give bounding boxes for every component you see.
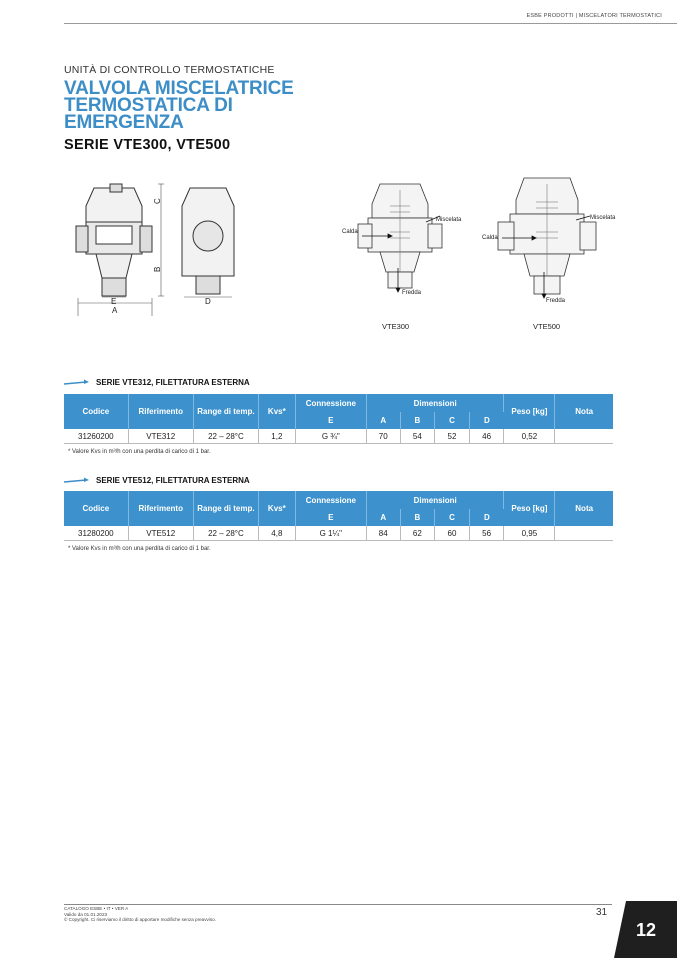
cell-d: 46 [469,429,504,444]
cell-b: 54 [400,429,435,444]
cell-peso: 0,52 [504,429,555,444]
header-riferimento: Riferimento [128,394,193,429]
table2-title [64,476,250,485]
vte300-label-calda: Calda [342,229,358,235]
header-kvs: Kvs* [259,491,296,526]
cell-range: 22 – 28°C [193,526,258,541]
header-c: C [435,412,470,429]
header-codice: Codice [64,394,128,429]
cell-connessione: G 1¼" [295,526,366,541]
vte500-label-fredda: Fredda [546,298,566,304]
header-nota: Nota [555,394,613,429]
header-b: B [400,412,435,429]
header-codice: Codice [64,491,128,526]
vte500-label-miscelata: Miscelata [590,215,616,221]
chapter-number: 12 [636,920,657,940]
cell-riferimento: VTE512 [128,526,193,541]
header-e: E [295,412,366,429]
header-nota: Nota [555,491,613,526]
cell-kvs: 4,8 [259,526,296,541]
header-text: ESBE PRODOTTI | MISCELATORI TERMOSTATICI [526,13,662,19]
footer-copyright: © Copyright. Ci riserviamo il diritto di apportare modifiche senza preavviso. [64,917,216,922]
cell-a: 70 [366,429,400,444]
cell-codice: 31260200 [64,429,128,444]
footer-info [64,906,216,923]
cell-a: 84 [366,526,400,541]
header-dimensioni: Dimensioni [366,491,503,509]
table1-note: * Valore Kvs in m³/h con una perdita di carico di 1 bar. [68,449,211,455]
table2-note: * Valore Kvs in m³/h con una perdita di carico di 1 bar. [68,546,211,552]
header-b: B [400,509,435,526]
header-e: E [295,509,366,526]
header-dimensioni: Dimensioni [366,394,503,412]
cell-nota [555,526,613,541]
footer-validity: Valido da 01.01.2023 [64,911,108,917]
title-line-1: VALVOLA MISCELATRICE [64,78,294,99]
page-title [64,80,364,131]
cell-c: 52 [435,429,470,444]
cell-riferimento: VTE312 [128,429,193,444]
dim-label-b: B [153,266,162,272]
title-line-2: TERMOSTATICA DI [64,95,233,116]
vte300-label-fredda: Fredda [402,290,422,296]
header-d: D [469,509,504,526]
cell-range: 22 – 28°C [193,429,258,444]
table1-title [64,378,250,387]
table-row [64,526,613,541]
cell-d: 56 [469,526,504,541]
header-kvs: Kvs* [259,394,296,429]
table-row [64,429,613,444]
header-range: Range di temp. [193,394,258,429]
header-a: A [366,509,400,526]
cell-kvs: 1,2 [259,429,296,444]
cell-peso: 0,95 [504,526,555,541]
cell-b: 62 [400,526,435,541]
header-connessione: Connessione [295,491,366,509]
header-riferimento: Riferimento [128,491,193,526]
header-connessione: Connessione [295,394,366,412]
arrow-icon [64,379,90,387]
dimension-drawing [60,178,250,318]
dim-label-c: C [153,198,162,204]
header-range: Range di temp. [193,491,258,526]
category-kicker: UNITÀ DI CONTROLLO TERMOSTATICHE [64,64,275,76]
cell-c: 60 [435,526,470,541]
page-subtitle: SERIE VTE300, VTE500 [64,137,231,153]
vte500-label-calda: Calda [482,235,498,241]
footer-catalog: CATALOGO ESBE • IT • VER A [64,906,129,911]
page-number: 31 [596,907,608,918]
header-a: A [366,412,400,429]
cell-connessione: G ¾" [295,429,366,444]
caption-vte300: VTE300 [382,322,410,331]
table1-title-text: SERIE VTE312, FILETTATURA ESTERNA [96,378,250,387]
vte500-cross-section [480,172,630,304]
footer-divider [64,904,612,905]
vte300-cross-section [340,176,470,300]
header-peso: Peso [kg] [504,394,555,429]
vte300-label-miscelata: Miscelata [436,217,462,223]
header-peso: Peso [kg] [504,491,555,526]
header-c: C [435,509,470,526]
cell-nota [555,429,613,444]
table2-title-text: SERIE VTE512, FILETTATURA ESTERNA [96,476,250,485]
dim-label-d: D [205,297,211,306]
cell-codice: 31280200 [64,526,128,541]
dim-label-e: E [111,297,117,306]
table-vte312 [64,394,613,444]
header-divider [64,23,677,24]
caption-vte500: VTE500 [533,322,561,331]
table-vte512 [64,491,613,541]
arrow-icon [64,477,90,485]
title-line-3: EMERGENZA [64,112,184,133]
header-d: D [469,412,504,429]
dim-label-a: A [112,306,118,315]
